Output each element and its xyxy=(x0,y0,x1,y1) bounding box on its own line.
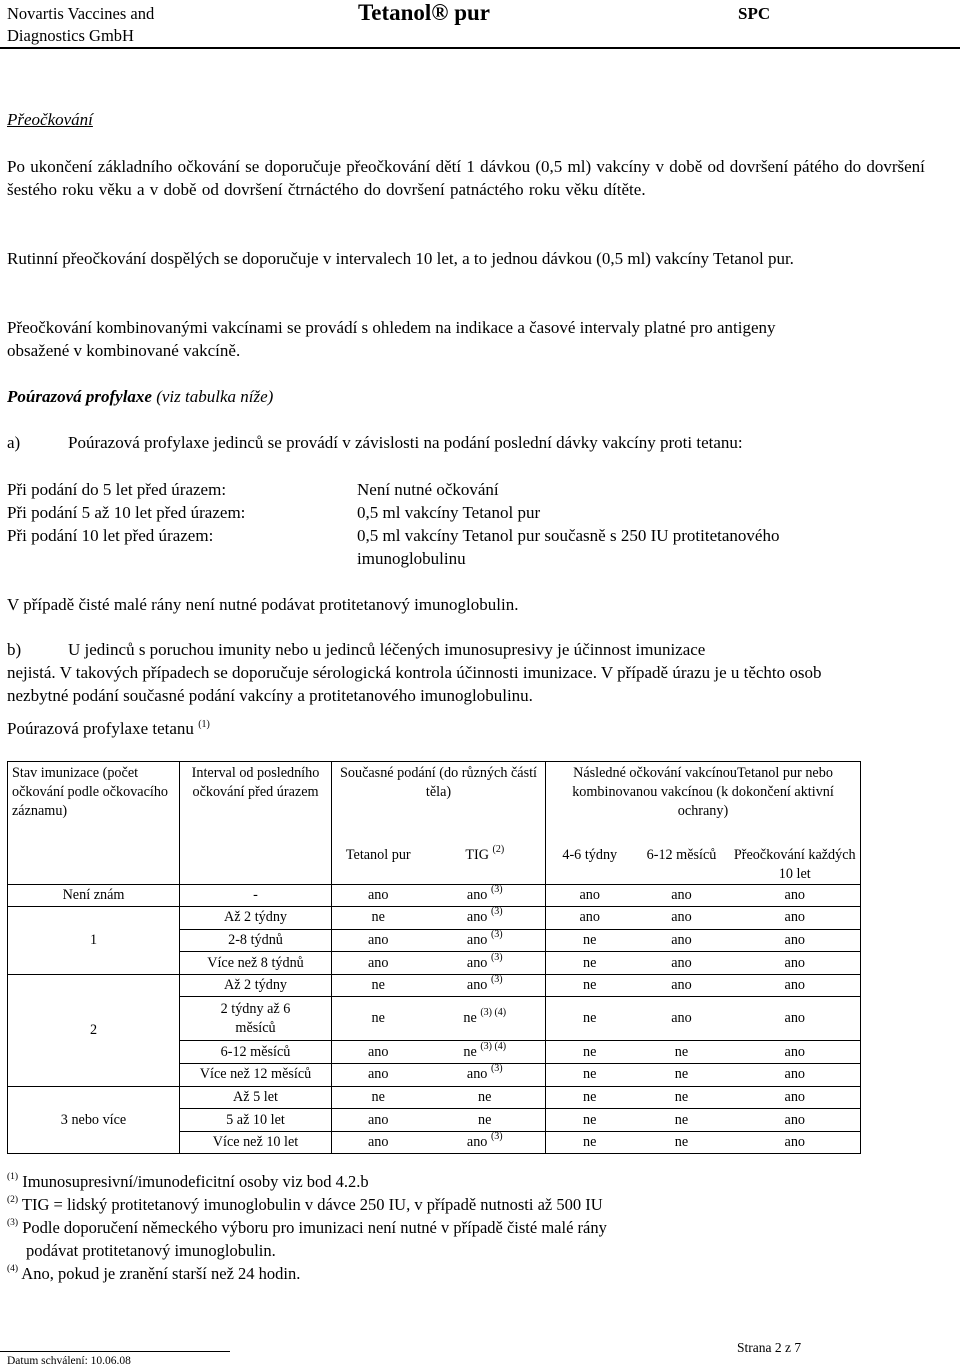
header-concurrent: Současné podání (do různých částí těla) xyxy=(332,762,546,844)
footnote-text: Podle doporučení německého výboru pro imunizaci není nutné v případě čisté malé rány xyxy=(22,1218,607,1237)
header-followup: Následné očkování vakcínouTetanol pur nebo kombinovanou vakcínou (k dokončení aktivní ochrany) xyxy=(546,762,861,844)
cell-4-6-weeks xyxy=(546,929,634,952)
cell-4-6-weeks-value: ne xyxy=(583,1010,597,1027)
product-title: Tetanol® pur xyxy=(358,0,491,25)
cell-interval-value: Více než 10 let xyxy=(212,1134,299,1151)
case-label: Při podání 10 let před úrazem: xyxy=(7,526,214,545)
cell-booster xyxy=(730,1131,861,1154)
approval-date: Datum schválení: 10.06.08 xyxy=(7,1355,131,1367)
cell-booster xyxy=(730,884,861,907)
cell-tig-sup: (3) xyxy=(490,1131,503,1143)
cell-booster-value: ano xyxy=(784,954,806,971)
cell-4-6-weeks xyxy=(546,1041,634,1064)
cell-4-6-weeks xyxy=(546,1131,634,1154)
cell-booster xyxy=(730,952,861,975)
case-values xyxy=(357,478,857,570)
cell-booster xyxy=(730,929,861,952)
cell-6-12-months xyxy=(634,1086,730,1109)
cell-6-12-months xyxy=(634,1131,730,1154)
item-a-marker: a) xyxy=(7,433,21,452)
table-caption-text: Poúrazová profylaxe tetanu xyxy=(7,719,194,738)
footnote-text: Imunosupresivní/imunodeficitní osoby viz bod 4.2.b xyxy=(22,1172,369,1191)
cell-6-12-months-value: ne xyxy=(674,1088,689,1105)
footnote-text: podávat protitetanový imunoglobulin. xyxy=(26,1241,276,1260)
cell-interval-value: Více než 12 měsíců xyxy=(199,1066,312,1083)
cell-tig xyxy=(425,1041,546,1064)
cell-tig xyxy=(425,952,546,975)
postexposure-heading xyxy=(7,385,953,408)
cell-tetanol-value: ano xyxy=(368,886,389,903)
subheader-tig-label: TIG xyxy=(465,846,489,863)
subheader-4-6-weeks: 4-6 týdny xyxy=(546,844,634,885)
cell-tig xyxy=(425,997,546,1041)
subheader-tig-sup: (2) xyxy=(492,843,505,855)
footnote-text: TIG = lidský protitetanový imunoglobulin v dávce 250 IU, v případě nutnosti až 500 IU xyxy=(21,1195,603,1214)
cell-tetanol-value: ne xyxy=(371,1088,385,1105)
subheader-tetanol: Tetanol pur xyxy=(332,844,425,885)
cell-booster-value: ano xyxy=(784,977,806,994)
cell-status: 2 xyxy=(8,974,180,1086)
cell-6-12-months-value: ano xyxy=(671,931,692,948)
cell-tig-value: ano xyxy=(466,954,488,971)
cell-tig xyxy=(425,884,546,907)
cell-interval xyxy=(180,1041,332,1064)
cell-tig xyxy=(425,1064,546,1087)
cell-interval xyxy=(180,884,332,907)
subheader-tig xyxy=(425,844,546,885)
cell-4-6-weeks-value: ano xyxy=(579,909,600,926)
cell-booster-value: ano xyxy=(784,909,806,926)
cell-6-12-months-value: ano xyxy=(671,977,692,994)
cell-interval xyxy=(180,1109,332,1132)
cell-tetanol xyxy=(332,884,425,907)
cell-tig-sup: (3) (4) xyxy=(480,1007,507,1019)
footnote xyxy=(7,1193,907,1216)
paragraph-children-booster: Po ukončení základního očkování se doporučuje přeočkování dětí 1 dávkou (0,5 ml) vakcíny v době od dovršení pátého do dovršení šestého roku věku a v době od dovršení čtrnáctého do dovršení patnáctého roku věku dítěte. xyxy=(7,157,925,199)
cell-interval-value: 5 až 10 let xyxy=(226,1111,285,1128)
item-a xyxy=(7,431,953,454)
cell-tig-sup: (3) xyxy=(490,928,503,940)
cell-4-6-weeks xyxy=(546,1064,634,1087)
table-row xyxy=(8,1086,861,1109)
cell-6-12-months xyxy=(634,997,730,1041)
footnotes xyxy=(7,1170,907,1285)
cell-6-12-months-value: ano xyxy=(671,954,692,971)
cell-6-12-months xyxy=(634,974,730,997)
case-value: Není nutné očkování xyxy=(357,480,499,499)
cell-tetanol xyxy=(332,952,425,975)
cell-tig xyxy=(425,1131,546,1154)
cell-6-12-months xyxy=(634,1064,730,1087)
cell-tig-value: ne xyxy=(478,1111,492,1128)
cell-tetanol xyxy=(332,1064,425,1087)
cell-tig-value: ne xyxy=(463,1043,477,1060)
item-b-first-line xyxy=(7,638,857,661)
cell-tig xyxy=(425,929,546,952)
cell-tig-value: ano xyxy=(466,1066,488,1083)
paragraph-adult-booster: Rutinní přeočkování dospělých se doporučuje v intervalech 10 let, a to jednou dávkou (0,5 ml) vakcíny Tetanol pur. xyxy=(7,249,794,268)
footnote xyxy=(7,1262,907,1285)
cell-tig-value: ano xyxy=(466,931,488,948)
cell-booster-value: ano xyxy=(784,1111,806,1128)
cell-tig xyxy=(425,974,546,997)
cell-4-6-weeks-value: ne xyxy=(583,1088,597,1105)
cell-4-6-weeks-value: ne xyxy=(583,1111,597,1128)
cell-tetanol-value: ano xyxy=(368,1111,389,1128)
cell-booster-value: ano xyxy=(784,1134,806,1151)
item-a-text: Poúrazová profylaxe jedinců se provádí v závislosti na podání poslední dávky vakcíny proti tetanu: xyxy=(68,433,743,452)
cell-interval-value: 2 týdny až 6 měsíců xyxy=(220,1000,291,1036)
cell-tetanol xyxy=(332,1131,425,1154)
cell-interval-value: Až 2 týdny xyxy=(223,909,288,926)
cell-4-6-weeks-value: ano xyxy=(579,886,600,903)
cell-tig xyxy=(425,1109,546,1132)
cell-tig-sup: (3) xyxy=(490,906,503,918)
cell-booster-value: ano xyxy=(784,1010,806,1027)
subheader-6-12-months: 6-12 měsíců xyxy=(634,844,730,885)
cell-tig-value: ano xyxy=(466,886,488,903)
cell-booster-value: ano xyxy=(784,1066,806,1083)
postexposure-title: Poúrazová profylaxe xyxy=(7,387,152,406)
cell-6-12-months-value: ano xyxy=(671,1010,692,1027)
cell-booster xyxy=(730,997,861,1041)
company-line-1: Novartis Vaccines and xyxy=(7,4,155,23)
cell-4-6-weeks xyxy=(546,884,634,907)
table-row xyxy=(8,884,861,907)
footnote xyxy=(7,1239,907,1262)
prophylaxis-table xyxy=(7,761,860,1154)
cell-tig-value: ne xyxy=(478,1088,492,1105)
doc-type: SPC xyxy=(738,4,771,23)
footnote-text: Ano, pokud je zranění starší než 24 hodin. xyxy=(21,1264,301,1283)
cell-6-12-months-value: ano xyxy=(671,909,692,926)
item-b-marker: b) xyxy=(7,640,22,659)
cell-interval-value: Až 5 let xyxy=(233,1088,278,1105)
cell-4-6-weeks-value: ne xyxy=(583,931,597,948)
cell-4-6-weeks-value: ne xyxy=(583,977,597,994)
cell-interval xyxy=(180,907,332,930)
cell-tetanol xyxy=(332,907,425,930)
cell-tetanol-value: ne xyxy=(371,909,385,926)
cell-booster xyxy=(730,974,861,997)
item-b-text: U jedinců s poruchou imunity nebo u jedinců léčených imunosupresivy je účinnost imunizace xyxy=(68,640,706,659)
cell-6-12-months-value: ne xyxy=(674,1043,689,1060)
cell-status: 3 nebo více xyxy=(8,1086,180,1154)
cell-interval xyxy=(180,974,332,997)
cell-tig-value: ne xyxy=(463,1010,477,1027)
cell-booster xyxy=(730,1086,861,1109)
cell-tetanol xyxy=(332,1041,425,1064)
cell-booster xyxy=(730,1064,861,1087)
case-value: 0,5 ml vakcíny Tetanol pur současně s 250 IU protitetanového imunoglobulinu xyxy=(357,526,780,568)
cell-interval xyxy=(180,952,332,975)
cell-6-12-months xyxy=(634,929,730,952)
cell-4-6-weeks-value: ne xyxy=(583,954,597,971)
footnote xyxy=(7,1216,907,1239)
footnote-mark: (2) xyxy=(7,1195,19,1205)
cell-4-6-weeks-value: ne xyxy=(583,1066,597,1083)
cell-4-6-weeks xyxy=(546,997,634,1041)
cell-tig xyxy=(425,1086,546,1109)
cell-4-6-weeks xyxy=(546,1086,634,1109)
cell-booster xyxy=(730,907,861,930)
cell-interval-value: Více než 8 týdnů xyxy=(207,954,304,971)
cell-6-12-months xyxy=(634,952,730,975)
cell-tetanol-value: ano xyxy=(368,931,389,948)
section-title: Přeočkování xyxy=(7,110,93,129)
cell-tetanol xyxy=(332,1109,425,1132)
cell-tig-sup: (3) (4) xyxy=(480,1040,507,1052)
cell-booster-value: ano xyxy=(784,886,806,903)
footnote-mark: (4) xyxy=(7,1264,19,1274)
cell-tetanol-value: ne xyxy=(371,977,385,994)
cell-6-12-months xyxy=(634,907,730,930)
item-b-continuation: nejistá. V takových případech se doporučuje sérologická kontrola účinnosti imunizace. V případě úrazu je u těchto osob nezbytné podání současné podání vakcíny a protitetanového imunoglobulinu. xyxy=(7,663,822,705)
cell-tig-sup: (3) xyxy=(490,951,503,963)
cell-4-6-weeks-value: ne xyxy=(583,1134,597,1151)
cell-booster xyxy=(730,1109,861,1132)
cell-tig-sup: (3) xyxy=(490,1063,503,1075)
cell-4-6-weeks xyxy=(546,1109,634,1132)
table-row xyxy=(8,974,861,997)
cell-4-6-weeks xyxy=(546,952,634,975)
cell-tetanol-value: ano xyxy=(368,954,389,971)
cell-4-6-weeks xyxy=(546,907,634,930)
cell-4-6-weeks-value: ne xyxy=(583,1043,597,1060)
cell-tig-sup: (3) xyxy=(490,974,503,986)
cell-tetanol xyxy=(332,929,425,952)
cell-interval xyxy=(180,997,332,1041)
cell-4-6-weeks xyxy=(546,974,634,997)
table-caption-sup: (1) xyxy=(198,719,210,730)
cell-6-12-months-value: ne xyxy=(674,1066,689,1083)
postexposure-note: (viz tabulka níže) xyxy=(156,387,274,406)
header-interval: Interval od posledního očkování před úrazem xyxy=(180,762,332,885)
cell-6-12-months-value: ne xyxy=(674,1111,689,1128)
cell-tig-value: ano xyxy=(466,1134,488,1151)
cell-booster-value: ano xyxy=(784,1088,806,1105)
header-status: Stav imunizace (počet očkování podle očkovacího záznamu) xyxy=(8,762,180,885)
cell-tetanol-value: ano xyxy=(368,1043,389,1060)
cell-6-12-months-value: ano xyxy=(671,886,692,903)
paragraph-combined-vaccines: Přeočkování kombinovanými vakcínami se provádí s ohledem na indikace a časové intervaly platné pro antigeny obsažené v kombinované vakcíně. xyxy=(7,318,776,360)
cell-interval xyxy=(180,1086,332,1109)
table-row xyxy=(8,907,861,930)
cell-interval-value: - xyxy=(253,886,258,903)
case-labels xyxy=(7,478,367,547)
case-value: 0,5 ml vakcíny Tetanol pur xyxy=(357,503,541,522)
cell-tetanol xyxy=(332,1086,425,1109)
cell-booster-value: ano xyxy=(784,1043,806,1060)
cell-tetanol xyxy=(332,974,425,997)
cell-6-12-months xyxy=(634,1109,730,1132)
company-line-2: Diagnostics GmbH xyxy=(7,26,134,45)
cell-tig xyxy=(425,907,546,930)
cell-6-12-months xyxy=(634,1041,730,1064)
company-name xyxy=(7,3,154,47)
cell-tetanol-value: ano xyxy=(368,1066,389,1083)
page-number: Strana 2 z 7 xyxy=(737,1340,802,1355)
cell-status: 1 xyxy=(8,907,180,975)
item-b xyxy=(7,638,857,707)
footnote-mark: (3) xyxy=(7,1218,19,1228)
case-label: Při podání 5 až 10 let před úrazem: xyxy=(7,503,246,522)
cell-interval-value: 2-8 týdnů xyxy=(228,931,283,948)
footnote-mark: (1) xyxy=(7,1172,19,1182)
table-caption xyxy=(7,717,953,740)
cell-6-12-months-value: ne xyxy=(674,1134,689,1151)
cell-tig-sup: (3) xyxy=(490,883,503,895)
cell-interval xyxy=(180,1131,332,1154)
cell-interval-value: Až 2 týdny xyxy=(223,977,288,994)
cell-status: Není znám xyxy=(8,884,180,907)
case-label: Při podání do 5 let před úrazem: xyxy=(7,480,227,499)
cell-booster xyxy=(730,1041,861,1064)
cell-booster-value: ano xyxy=(784,931,806,948)
cell-interval-value: 6-12 měsíců xyxy=(220,1043,291,1060)
cell-tig-value: ano xyxy=(466,909,488,926)
subheader-booster: Přeočkování každých 10 let xyxy=(730,844,861,885)
cell-tetanol-value: ano xyxy=(368,1134,389,1151)
header-divider xyxy=(0,47,960,49)
clean-wound-note: V případě čisté malé rány není nutné podávat protitetanový imunoglobulin. xyxy=(7,595,519,614)
cell-interval xyxy=(180,1064,332,1087)
cell-tig-value: ano xyxy=(466,977,488,994)
cell-tetanol xyxy=(332,997,425,1041)
cell-tetanol-value: ne xyxy=(371,1010,385,1027)
cell-interval xyxy=(180,929,332,952)
cell-6-12-months xyxy=(634,884,730,907)
footer-divider xyxy=(0,1351,230,1352)
footnote xyxy=(7,1170,907,1193)
